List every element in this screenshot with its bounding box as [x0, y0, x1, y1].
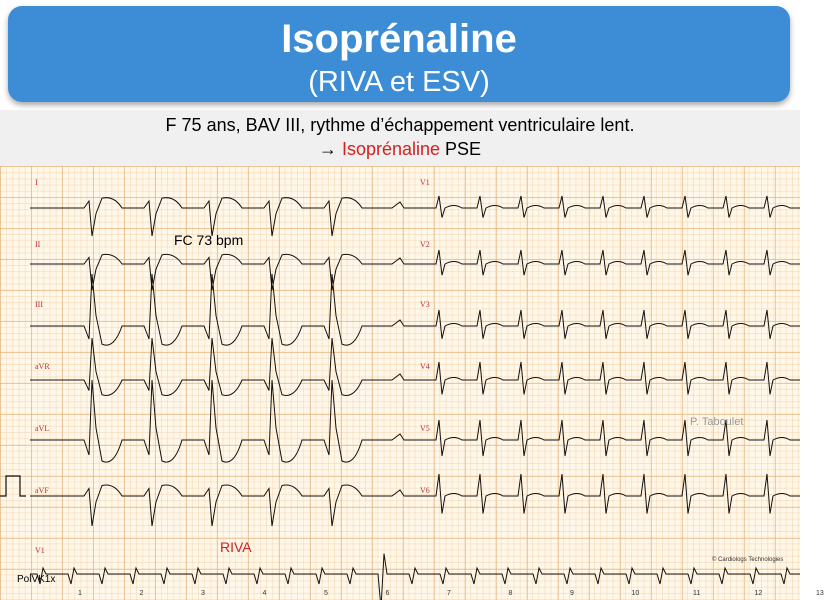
heart-rate-annotation: FC 73 bpm	[174, 232, 244, 248]
lead-label-left-i: I	[35, 178, 38, 187]
drug-name: Isoprénaline	[341, 139, 441, 159]
device-label: PolVK1x	[17, 574, 56, 585]
ecg-trace-right-2	[432, 310, 800, 339]
time-tick: 8	[508, 590, 513, 597]
lead-label-right-v6: V6	[420, 486, 430, 495]
page-title: Isoprénaline	[281, 17, 517, 61]
ecg-trace-left-0	[30, 198, 432, 236]
time-tick: 12	[754, 590, 763, 597]
ecg-trace-rhythm-strip	[30, 554, 800, 600]
lead-label-right-v5: V5	[420, 424, 430, 433]
ecg-trace-left-1	[30, 254, 432, 290]
lead-label-left-ii: II	[35, 240, 41, 249]
lead-label-right-v4: V4	[420, 362, 430, 371]
ecg-trace-left-3	[30, 338, 432, 395]
time-tick: 5	[324, 590, 328, 597]
calibration-pulse	[0, 476, 26, 496]
time-tick: 10	[631, 590, 640, 597]
time-tick: 9	[570, 590, 574, 597]
time-tick: 11	[693, 590, 701, 597]
title-banner	[8, 6, 790, 102]
ecg-trace-left-4	[30, 380, 432, 462]
page-subtitle: (RIVA et ESV)	[308, 66, 490, 98]
time-tick: 4	[262, 590, 267, 597]
time-tick: 13	[816, 590, 824, 597]
ecg-trace-right-3	[432, 362, 800, 394]
lead-label-right-v3: V3	[420, 300, 430, 309]
time-tick: 2	[139, 590, 144, 597]
time-tick: 6	[385, 590, 390, 597]
ecg-trace-right-0	[432, 196, 800, 218]
time-tick: 1	[78, 590, 82, 597]
case-description	[0, 110, 800, 166]
ecg-tracing	[0, 166, 824, 600]
case-history: F 75 ans, BAV III, rythme d’échappement ventriculaire lent.	[165, 115, 635, 135]
time-tick: 7	[447, 590, 451, 597]
lead-label-right-v1: V1	[420, 178, 430, 187]
ecg-trace-right-4	[432, 420, 800, 456]
lead-label-left-avr: aVR	[35, 362, 50, 371]
lead-label-left-iii: III	[35, 300, 43, 309]
lead-label-left-v1: V1	[35, 546, 45, 555]
lead-label-left-avf: aVF	[35, 486, 49, 495]
copyright-notice: © Cardiologs Technologies	[712, 557, 784, 563]
ecg-trace-left-2	[30, 274, 432, 345]
treatment-line	[0, 138, 800, 160]
ecg-trace-left-5	[30, 485, 432, 526]
ecg-waveforms	[0, 166, 800, 600]
time-tick: 3	[201, 590, 205, 597]
ecg-trace-right-5	[432, 474, 800, 514]
author-credit: P. Taboulet	[690, 416, 744, 428]
lead-label-right-v2: V2	[420, 240, 430, 249]
ecg-trace-right-1	[432, 250, 800, 275]
rhythm-annotation: RIVA	[220, 539, 252, 555]
drug-route: PSE	[445, 139, 482, 159]
arrow-icon: →	[318, 139, 337, 159]
lead-label-left-avl: aVL	[35, 424, 50, 433]
